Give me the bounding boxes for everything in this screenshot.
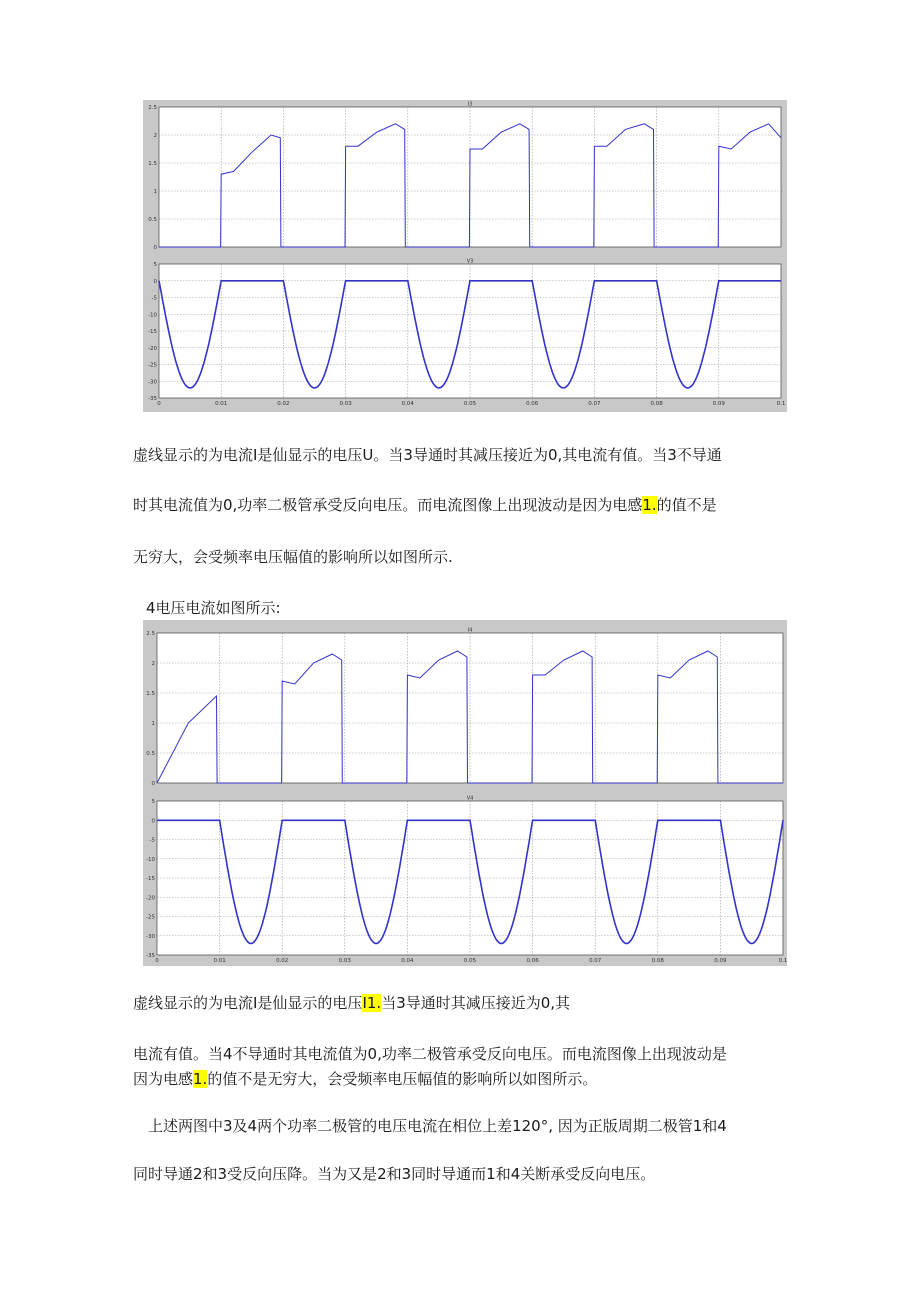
fig2-bottom-ytick-label: -35 [146, 953, 155, 959]
fig2-bottom-xtick-label: 0.1 [778, 958, 787, 964]
fig1-bottom-ytick-label: -10 [148, 312, 157, 319]
fig1-bottom-xtick-label: 0.02 [277, 401, 290, 407]
fig2-bottom-ytick-label: -15 [146, 876, 155, 882]
fig2-bottom-xtick-label: 0.07 [589, 958, 602, 964]
fig1-bottom-ytick-label: -35 [148, 396, 157, 402]
fig2-top-ytick-label: 0.5 [146, 751, 155, 757]
paragraph-1-line-2 [133, 494, 717, 516]
paragraph-4-line-1: 上述两图中3及4两个功率二极管的电压电流在相位上差120°, 因为正版周期二极管1和4 [148, 1117, 727, 1135]
fig2-bottom-xtick-label: 0.08 [651, 958, 664, 964]
fig1-bottom-ytick-label: -20 [148, 345, 157, 352]
fig1-bottom-xtick-label: 0.09 [712, 401, 725, 407]
paragraph-3-line-2: 电流有值。当4不导通时其电流值为0,功率二极管承受反向电压。而电流图像上出现波动是 [133, 1045, 727, 1063]
fig1-bottom-xtick-label: 0 [157, 401, 161, 407]
figure-1-svg [143, 100, 787, 412]
fig2-bottom-ytick-label: -10 [146, 856, 155, 863]
figure-1 [143, 100, 787, 412]
paragraph-3-line-3-text-a: 因为电感 [133, 1070, 194, 1088]
paragraph-4-line-2: 同时导通2和3受反向压降。当为又是2和3同时导通而1和4关断承受反向电压。 [133, 1165, 656, 1183]
fig2-bottom-ytick-label: -30 [146, 933, 155, 940]
fig1-bottom-xtick-label: 0.06 [526, 401, 539, 407]
fig1-top-ytick-label: 1.5 [148, 161, 157, 167]
paragraph-3-line-1-text-a: 虚线显示的为电流I是仙显示的电压 [133, 994, 363, 1012]
fig1-bottom-ytick-label: 5 [153, 262, 157, 268]
fig1-bottom-xtick-label: 0.08 [650, 401, 663, 407]
fig1-top-ytick-label: 2 [153, 133, 157, 139]
fig1-top-ytick-label: 1 [153, 189, 157, 195]
figure-2-svg [143, 620, 787, 966]
fig2-top-ytick-label: 0 [151, 781, 155, 787]
fig2-top-title: I4 [467, 627, 473, 634]
fig1-top-title: I3 [467, 101, 473, 108]
fig2-bottom-xtick-label: 0 [155, 958, 159, 964]
fig2-bottom-xtick-label: 0.02 [276, 958, 289, 964]
fig2-bottom-xtick-label: 0.01 [213, 958, 226, 964]
highlighted-marker: 1. [193, 1070, 208, 1088]
fig1-top-ytick-label: 2.5 [148, 105, 157, 111]
fig2-bottom-xtick-label: 0.04 [401, 958, 414, 964]
fig2-bottom-ytick-label: -25 [146, 914, 155, 921]
fig1-bottom-xtick-label: 0.1 [776, 401, 786, 407]
paragraph-3-line-1-text-b: 当3导通时其减压接近为0,其 [381, 994, 571, 1012]
fig2-bottom-ytick-label: 5 [151, 799, 155, 805]
fig1-bottom-title: V3 [466, 258, 474, 265]
paragraph-3-line-3 [133, 1068, 597, 1090]
fig2-bottom-xtick-label: 0.09 [714, 958, 727, 964]
fig1-bottom-ytick-label: -30 [148, 379, 157, 386]
paragraph-1-line-1: 虚线显示的为电流I是仙显示的电压U。当3导通时其减压接近为0,其电流有值。当3不导通 [133, 446, 722, 464]
fig1-bottom-ytick-label: -25 [148, 362, 157, 369]
fig2-bottom-xtick-label: 0.03 [338, 958, 351, 964]
fig2-bottom-ytick-label: -5 [149, 837, 155, 844]
fig1-bottom-ytick-label: -5 [151, 295, 157, 302]
paragraph-1-line-2-text-a: 时其电流值为0,功率二极管承受反向电压。而电流图像上出现波动是因为电感 [133, 496, 643, 514]
fig2-bottom-ytick-label: 0 [151, 818, 155, 825]
fig1-bottom-xtick-label: 0.05 [463, 401, 477, 407]
fig1-top-ytick-label: 0.5 [148, 217, 157, 223]
fig1-top-ytick-label: 0 [153, 245, 157, 251]
fig2-bottom-xtick-label: 0.05 [463, 958, 477, 964]
fig1-bottom-xtick-label: 0.04 [401, 401, 414, 407]
paragraph-3-line-1 [133, 992, 570, 1014]
fig2-top-ytick-label: 2.5 [146, 631, 155, 637]
fig1-bottom-xtick-label: 0.07 [588, 401, 601, 407]
highlighted-marker: 1. [642, 496, 657, 514]
fig2-bottom-ytick-label: -20 [146, 895, 155, 902]
section-heading-4: 4电压电流如图所示: [146, 599, 281, 617]
highlighted-marker: I1. [362, 994, 382, 1012]
paragraph-3-line-3-text-b: 的值不是无穷大，会受频率电压幅值的影响所以如图所示。 [207, 1070, 598, 1088]
fig1-bottom-ytick-label: 0 [153, 278, 157, 285]
fig2-top-ytick-label: 2 [151, 661, 155, 667]
fig2-bottom-title: V4 [466, 795, 474, 802]
fig2-bottom-xtick-label: 0.06 [526, 958, 539, 964]
fig2-top-ytick-label: 1 [151, 721, 155, 727]
fig1-bottom-ytick-label: -15 [148, 329, 157, 335]
fig2-top-ytick-label: 1.5 [146, 691, 155, 697]
paragraph-1-line-2-text-b: 的值不是 [656, 496, 717, 514]
paragraph-1-line-3: 无穷大，会受频率电压幅值的影响所以如图所示. [133, 548, 453, 566]
fig1-bottom-xtick-label: 0.03 [339, 401, 352, 407]
figure-2 [143, 620, 787, 966]
fig1-bottom-xtick-label: 0.01 [215, 401, 228, 407]
